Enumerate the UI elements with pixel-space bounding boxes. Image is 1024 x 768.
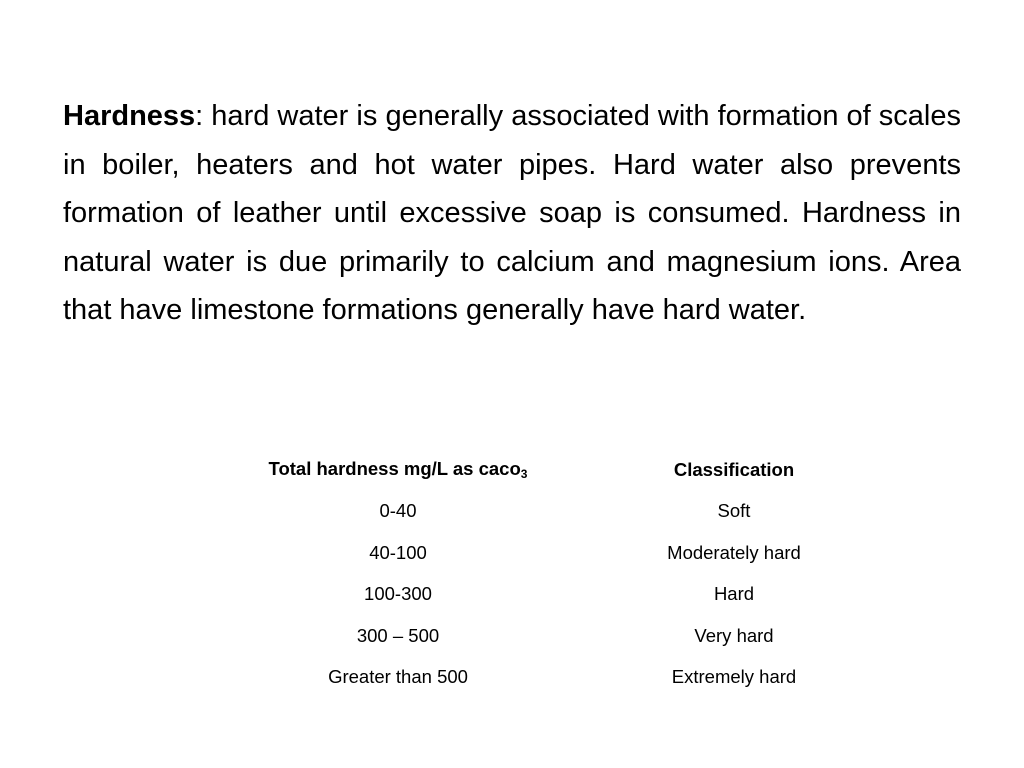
table-header-row [0, 449, 1024, 491]
cell-range: 100-300 [364, 583, 432, 605]
paragraph-text: : hard water is generally associated with formation of scales in boiler, heaters and hot water pipes. Hard water also prevents formation of leather until excessive soap is consumed. Hardness in natural water is due primarily to calcium and magnesium ions. Area that have limestone formations generally have hard water. [63, 100, 961, 326]
cell-classification: Very hard [694, 624, 774, 646]
cell-classification: Extremely hard [671, 666, 797, 688]
cell-classification: Soft [717, 500, 751, 522]
paragraph-term: Hardness [63, 100, 196, 132]
header-total-hardness-text: Total hardness mg/L as caco [268, 458, 521, 480]
cell-range: Greater than 500 [328, 666, 468, 688]
table-row [0, 615, 1024, 657]
hardness-classification-table [0, 449, 1024, 698]
header-classification: Classification [673, 458, 795, 480]
cell-classification: Moderately hard [667, 541, 801, 563]
cell-range: 300 – 500 [356, 624, 440, 646]
table-row [0, 657, 1024, 699]
header-subscript: 3 [520, 467, 528, 482]
table-row [0, 491, 1024, 533]
hardness-paragraph [63, 92, 961, 335]
cell-range: 0-40 [379, 500, 417, 522]
table-row [0, 574, 1024, 616]
cell-classification: Hard [713, 583, 755, 605]
header-total-hardness [0, 449, 634, 491]
cell-range: 40-100 [369, 541, 427, 563]
table-row [0, 532, 1024, 574]
